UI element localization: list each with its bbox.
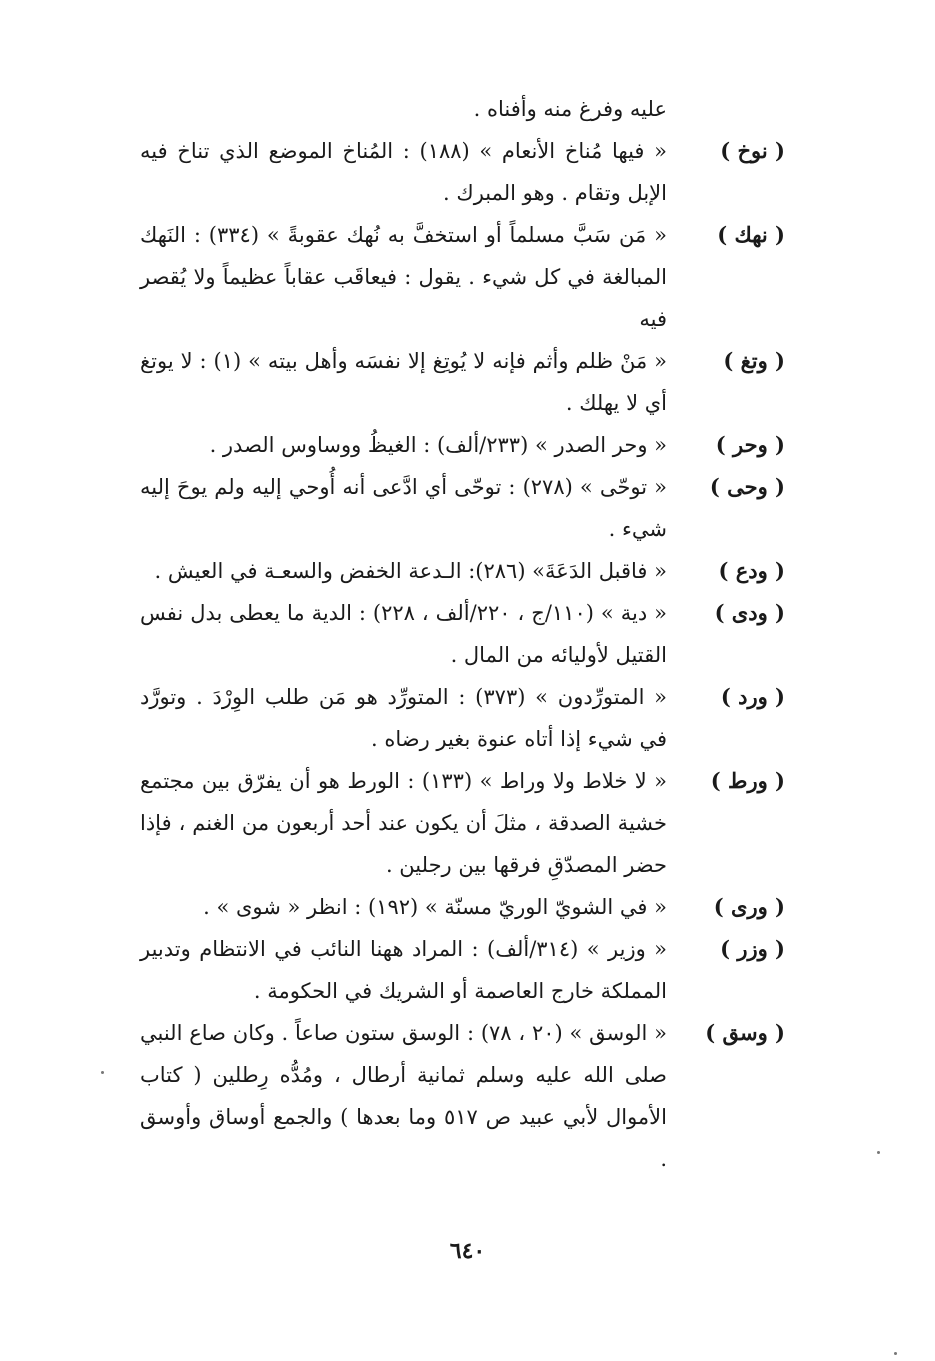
glossary-entry [140,214,785,340]
entry-root: ( نهك ) [717,222,785,247]
scan-speck [894,1352,897,1355]
glossary-entry [140,130,785,214]
glossary-entry [140,592,785,676]
entry-root: ( نوخ ) [720,138,785,163]
glossary-entry [140,760,785,886]
entry-definition: « في الشويّ الوريّ مسنّة » (١٩٢) : انظر « شوى » . [203,895,667,919]
scan-speck [101,1071,104,1074]
entry-definition: « وزير » (٣١٤/ألف) : المراد ههنا النائب في الانتظام وتدبير المملكة خارج العاصمة أو الشريك في الحكومة . [140,937,667,1003]
glossary-entry [140,676,785,760]
glossary-entry [140,340,785,424]
entry-root: ( ورط ) [710,768,785,793]
entry-root: ( ودى ) [714,600,785,625]
entry-definition: « دية » (١١٠/ج ، ٢٢٠/ألف ، ٢٢٨) : الدية ما يعطى بدل نفس القتيل لأوليائه من المال . [140,601,667,667]
scan-speck [877,1151,880,1154]
page-number: ٦٤٠ [449,1238,486,1264]
glossary-entry [140,550,785,592]
glossary-entry [140,1012,785,1180]
entry-root: ( ودع ) [718,558,785,583]
entry-definition: « توحّى » (٢٧٨) : توحّى أي ادَّعى أنه أُوحي إليه ولم يوحَ إليه شيء . [140,475,667,541]
entry-root: ( ورد ) [720,684,785,709]
entry-definition: « المتورِّدون » (٣٧٣) : المتورِّد هو مَن طلب الوِرْدَ . وتورَّد في شيء إذا أتاه عنوة بغير رضاه . [140,685,668,751]
entry-definition: « مَنْ ظلم وأثم فإنه لا يُوتِغ إلا نفسَه وأهل بيته » (١) : لا يوتغ أي لا يهلك . [140,349,667,415]
glossary-entry [140,424,785,466]
entry-definition: « وحر الصدر » (٢٣٣/ألف) : الغيظُ ووساوس الصدر . [209,433,667,457]
entry-definition: « مَن سَبَّ مسلماً أو استخفَّ به نُهك عقوبةً » (٣٣٤) : النَهك المبالغة في كل شيء . يقول : فيعاقَب عقاباً عظيماً ولا يُقصر فيه [140,223,667,331]
entry-root: ( وحر ) [715,432,785,457]
entry-root: ( وزر ) [720,936,785,961]
entry-definition: « لا خلاط ولا وراط » (١٣٣) : الورط هو أن يفرّق بين مجتمع خشية الصدقة ، مثلَ أن يكون عند أحد أربعون من الغنم ، فإذا حضر المصدّقِ فرقها بين رجلين . [140,769,667,877]
entry-root: ( ورى ) [713,894,785,919]
entry-definition: « الوسق » (٢٠ ، ٧٨) : الوسق ستون صاعاً . وكان صاع النبي صلى الله عليه وسلم ثمانية أرطال ، ومُدُّه رِطلين ( كتاب الأموال لأبي عبيد ص ٥١٧ وما بعدها ) والجمع أوساق وأوسق . [140,1021,667,1171]
entry-root: ( وسق ) [705,1020,785,1045]
entry-definition: « فاقبل الدَعَةَ» (٢٨٦): الـدعة الخفض والسعـة في العيش . [154,559,667,583]
continuation-text: عليه وفرغ منه وأفناه . [473,97,667,121]
glossary-entry [140,466,785,550]
entry-definition: « فيها مُناخ الأنعام » (١٨٨) : المُناخ الموضع الذي تناخ فيه الإبل وتقام . وهو المبرك . [140,139,667,205]
entry-root: ( وحى ) [709,474,785,499]
glossary-entry [140,928,785,1012]
glossary-content [140,88,785,1180]
glossary-entry [140,886,785,928]
entry-root: ( وتغ ) [723,348,785,373]
